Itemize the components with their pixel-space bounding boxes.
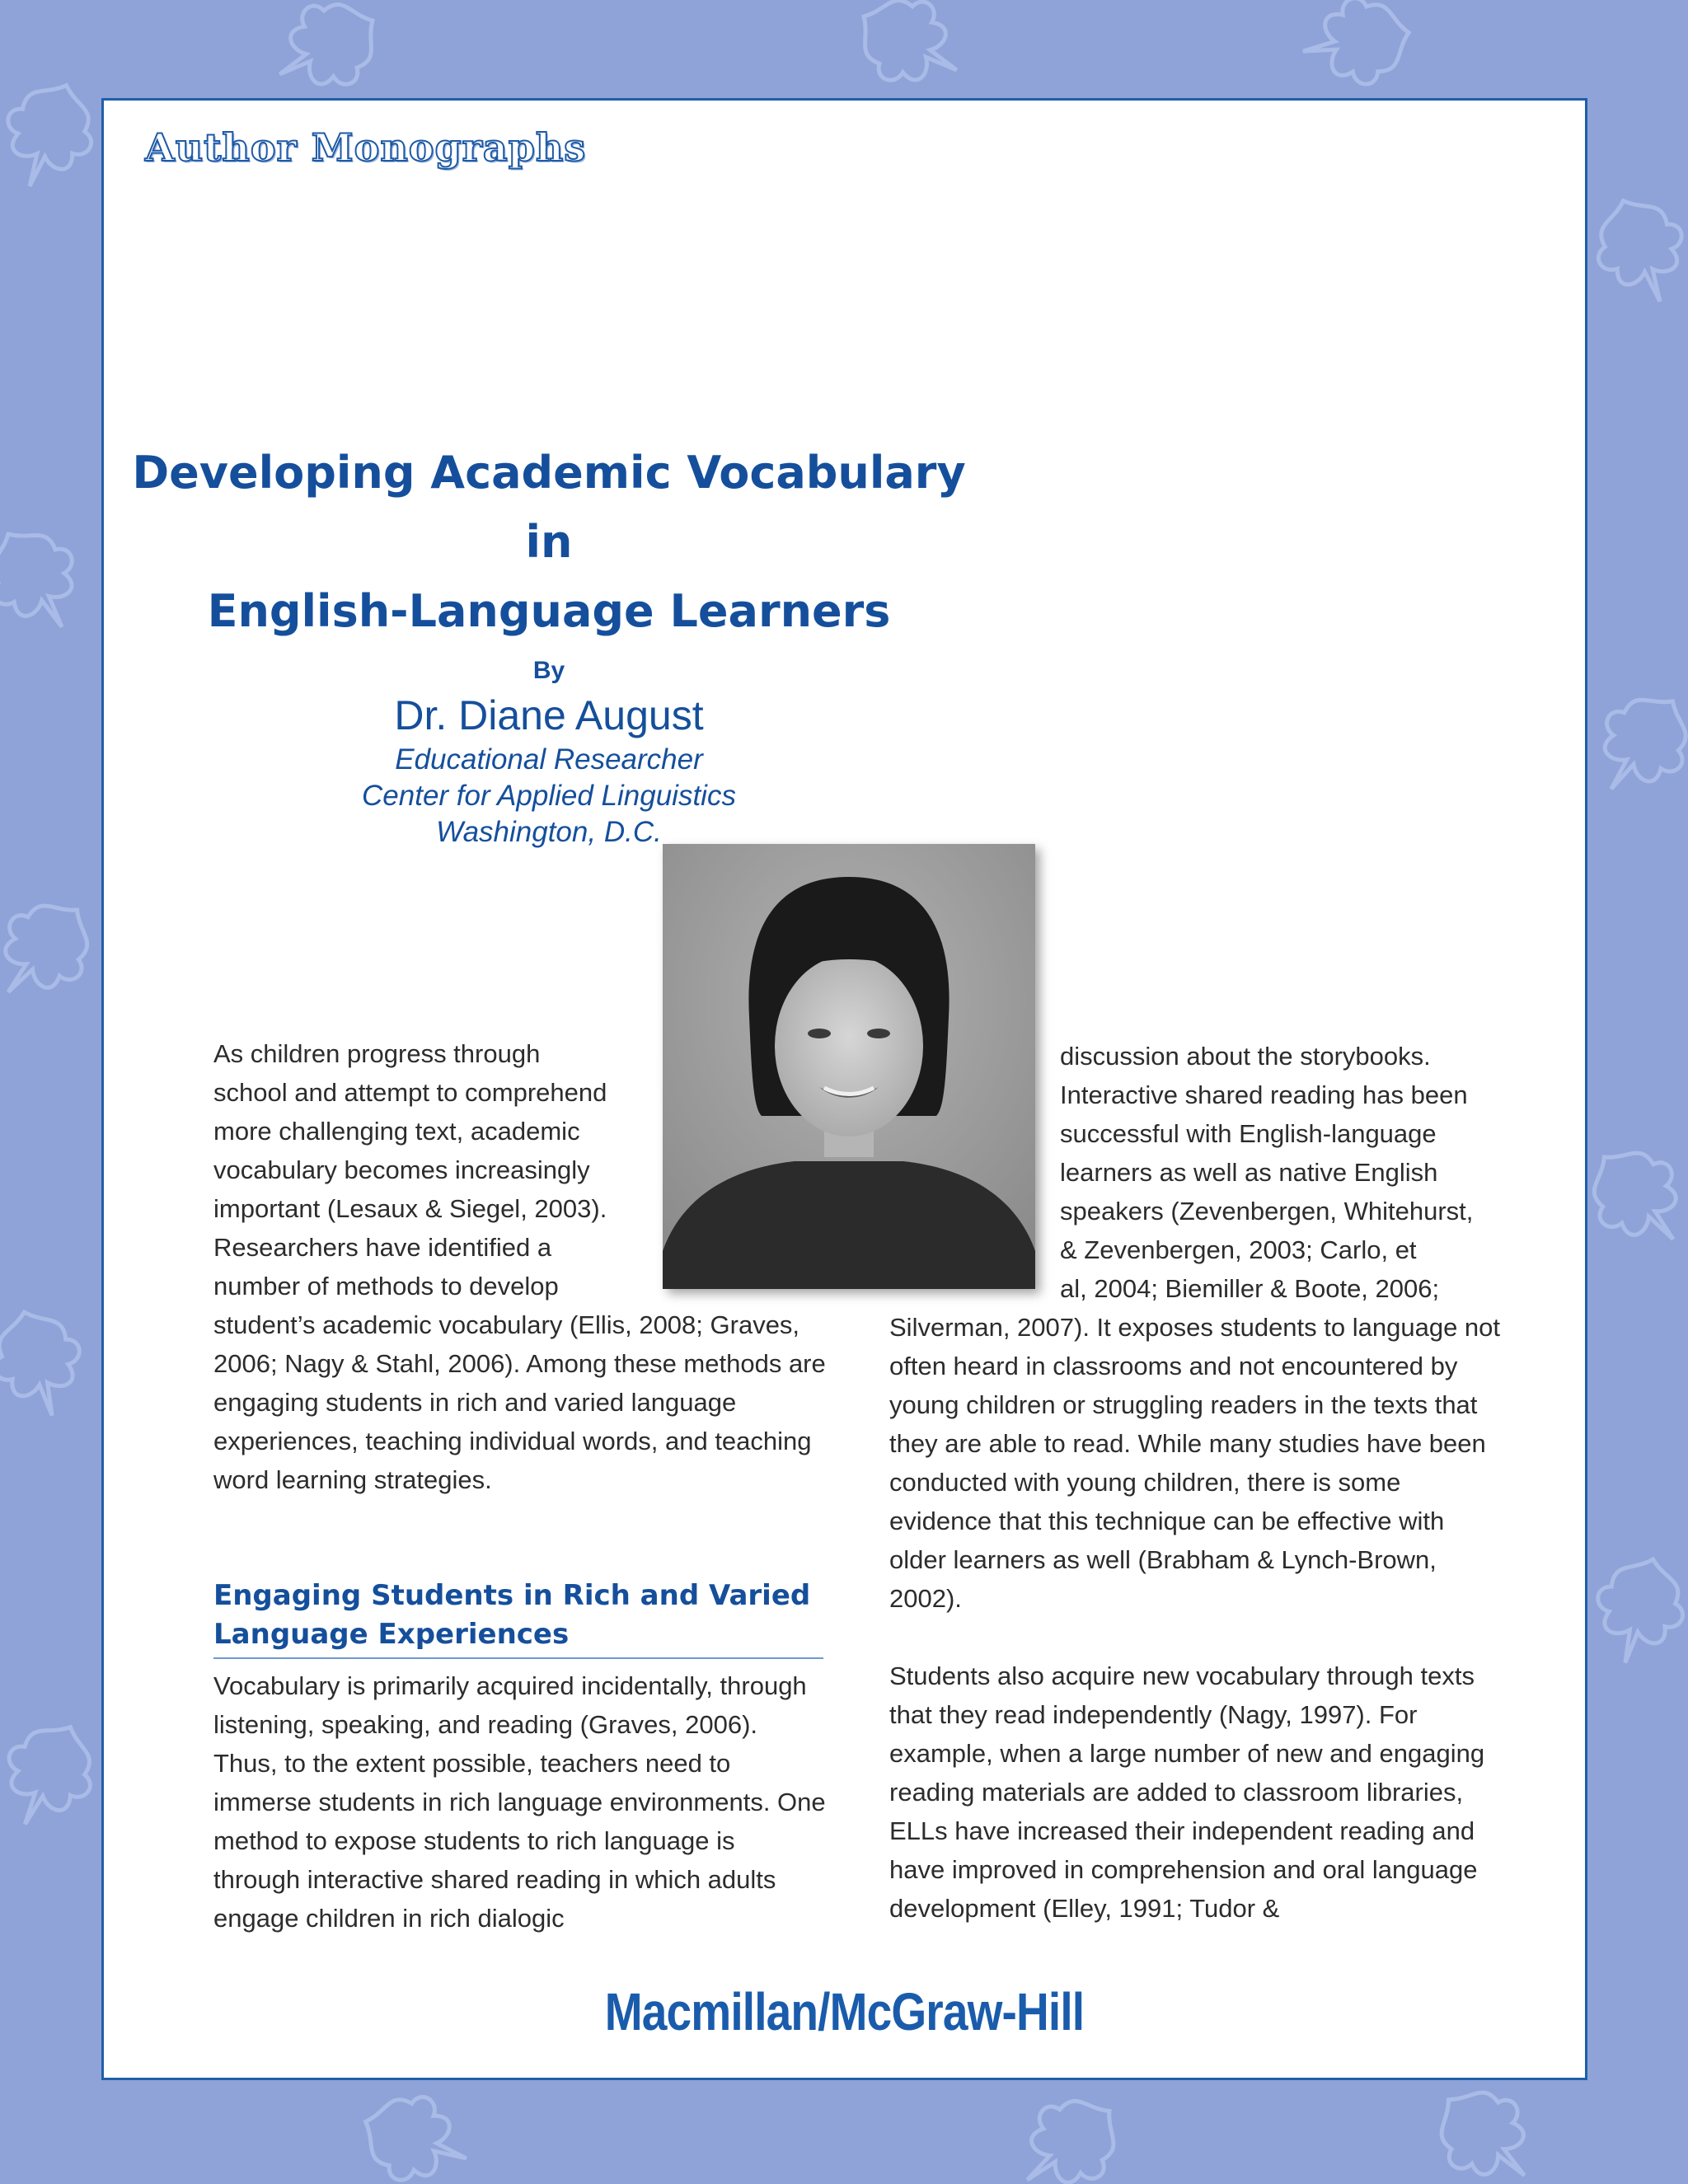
left-intro-continued [213,1305,828,1499]
author-portrait-icon [663,844,1035,1289]
right-column-body [889,1308,1507,1928]
body-line: Interactive shared reading has been [1060,1080,1468,1109]
article-title [112,438,986,646]
series-title: Author Monographs [145,125,587,170]
body-line: Researchers have identified a [213,1233,552,1262]
body-line: more challenging text, academic [213,1117,580,1146]
publisher-logo: Macmillan/McGraw-Hill [604,1982,1085,2041]
article-title-line: English-Language Learners [207,585,891,637]
author-name: Dr. Diane August [394,692,704,738]
body-line: school and attempt to comprehend [213,1078,607,1107]
author-title: Educational Researcher [395,743,703,776]
left-intro-wrapped [213,1034,626,1305]
body-line: speakers (Zevenbergen, Whitehurst, [1060,1197,1474,1226]
body-line: discussion about the storybooks. [1060,1042,1431,1071]
body-paragraph: student’s academic vocabulary (Ellis, 2008; Graves, 2006; Nagy & Stahl, 2006). Among these methods are engaging students in rich and varied language experiences, teaching individual words, and teaching word learning strategies. [213,1310,826,1494]
author-location: Washington, D.C. [436,816,662,848]
body-line: & Zevenbergen, 2003; Carlo, et [1060,1235,1417,1264]
body-line: successful with English-language [1060,1119,1437,1148]
body-line: important (Lesaux & Siegel, 2003). [213,1194,607,1223]
author-photo [663,844,1035,1289]
body-paragraph: Silverman, 2007). It exposes students to language not often heard in classrooms and not encountered by young children or struggling readers in the texts that they are able to read. While many studies have been conducted with young children, there is some evidence that this technique can be effective with older learners as well (Brabham & Lynch-Brown, 2002). [889,1313,1501,1613]
section-body [213,1666,828,1938]
section-heading-line: Language Experiences [213,1618,570,1651]
body-line: learners as well as native English [1060,1158,1438,1187]
body-paragraph: Vocabulary is primarily acquired incidentally, through listening, speaking, and reading (Graves, 2006). Thus, to the extent possible, teachers need to immerse students in rich language environments. One method to expose students to rich language is through interactive shared reading in which adults engage children in rich dialogic [213,1671,826,1933]
byline-label: By [532,657,565,684]
body-paragraph: Students also acquire new vocabulary through texts that they read independently (Nagy, 1997). For example, when a large number of new and engaging reading materials are added to classroom libraries, ELLs have increased their independent reading and have improved in comprehension and oral language development (Elley, 1991; Tudor & [889,1661,1485,1923]
section-heading [213,1577,823,1659]
monograph-page [101,98,1587,2080]
body-line: al, 2004; Biemiller & Boote, 2006; [1060,1274,1440,1303]
article-title-line: Developing Academic Vocabulary in [132,447,966,568]
body-line: number of methods to develop [213,1272,559,1301]
body-line: vocabulary becomes increasingly [213,1155,590,1184]
title-block [112,438,986,851]
section-heading-line: Engaging Students in Rich and Varied [213,1579,811,1612]
right-wrapped [1060,1037,1522,1308]
body-line: As children progress through [213,1039,541,1068]
author-organization: Center for Applied Linguistics [362,780,736,812]
